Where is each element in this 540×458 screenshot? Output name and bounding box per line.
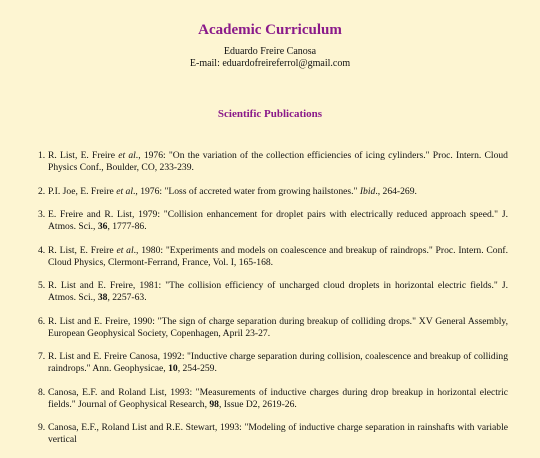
publication-text: et al bbox=[118, 150, 136, 161]
publication-text: et al bbox=[116, 185, 134, 197]
publication-text: , 254-259. bbox=[177, 363, 217, 374]
publication-text: P.I. Joe, E. Freire bbox=[48, 185, 117, 197]
publication-item bbox=[38, 315, 508, 340]
publication-number: 8. bbox=[38, 386, 46, 398]
publication-text: 98 bbox=[209, 398, 219, 410]
publication-text: Canosa, E.F., Roland List and R.E. Stewart, 1993: "Modeling of inductive charge separation in rainshafts with variable vertical bbox=[48, 422, 508, 445]
publication-number: 9. bbox=[38, 422, 46, 433]
author-email: E-mail: eduardofreireferrol@gmail.com bbox=[189, 58, 351, 69]
publication-text: , 1777-86. bbox=[107, 221, 147, 232]
page-title: Academic Curriculum bbox=[198, 22, 342, 38]
publication-text: 38 bbox=[97, 292, 108, 303]
publication-item bbox=[38, 185, 508, 198]
publication-text: R. List and E. Freire, 1981: "The collision efficiency of uncharged cloud droplets in horizontal electric fields." J. Atmos. Sci., bbox=[48, 280, 508, 303]
publication-text: ., 264-269. bbox=[375, 185, 417, 197]
publication-text: Canosa, E.F. and Roland List, 1993: "Measurements of inductive charges during drop breakup in horizontal electric fields." Journal of Geophysical Research, bbox=[48, 386, 508, 410]
publication-text: R. List and E. Freire, 1990: "The sign of charge separation during breakup of colliding drops." XV General Assembly, European Geophysical Society, Copenhagen, April 23-27. bbox=[48, 315, 508, 339]
publication-list bbox=[38, 150, 508, 458]
publication-text: , 2257-63. bbox=[107, 292, 147, 303]
publication-text: 10 bbox=[168, 363, 178, 374]
publication-item bbox=[38, 351, 508, 375]
publication-number: 4. bbox=[38, 244, 46, 256]
publication-number: 3. bbox=[38, 209, 46, 220]
publication-text: R. List and E. Freire Canosa, 1992: "Inductive charge separation during collision, coalescence and breakup of colliding raindrops." Ann. Geophysicae, bbox=[48, 351, 508, 374]
author-name: Eduardo Freire Canosa bbox=[223, 46, 317, 57]
section-heading: Scientific Publications bbox=[217, 108, 323, 120]
publication-number: 6. bbox=[38, 315, 46, 327]
publication-item bbox=[38, 150, 508, 174]
publication-text: ., 1976: "Loss of accreted water from growing hailstones." bbox=[133, 185, 360, 197]
publication-number: 2. bbox=[38, 185, 46, 197]
publication-number: 1. bbox=[38, 150, 46, 161]
publication-text: , Issue D2, 2619-26. bbox=[218, 398, 297, 410]
publication-item bbox=[38, 209, 508, 233]
publication-text: R. List, E. Freire bbox=[48, 150, 119, 161]
publication-item bbox=[38, 422, 508, 446]
publication-text: et al bbox=[116, 244, 134, 256]
publication-text: ., 1976: "On the variation of the collection efficiencies of icing cylinders." Proc. Intern. Cloud Physics Conf., Boulder, CO, 233-239. bbox=[48, 150, 508, 173]
publication-item bbox=[38, 280, 508, 304]
publication-text: Ibid bbox=[359, 185, 376, 197]
publication-item bbox=[38, 244, 508, 269]
publication-text: R. List, E. Freire bbox=[48, 244, 117, 256]
publication-item bbox=[38, 386, 508, 411]
publication-text: 36 bbox=[97, 221, 108, 232]
publication-text: E. Freire and R. List, 1979: "Collision enhancement for droplet pairs with electrically reduced approach speed." J. Atmos. Sci., bbox=[48, 209, 508, 232]
publication-number: 7. bbox=[38, 351, 46, 362]
publication-text: ., 1980: "Experiments and models on coalescence and breakup of raindrops." Proc. Intern. Conf. Cloud Physics, Clermont-Ferrand, France, Vol. I, 165-168. bbox=[48, 244, 508, 268]
publication-number: 5. bbox=[38, 280, 46, 291]
